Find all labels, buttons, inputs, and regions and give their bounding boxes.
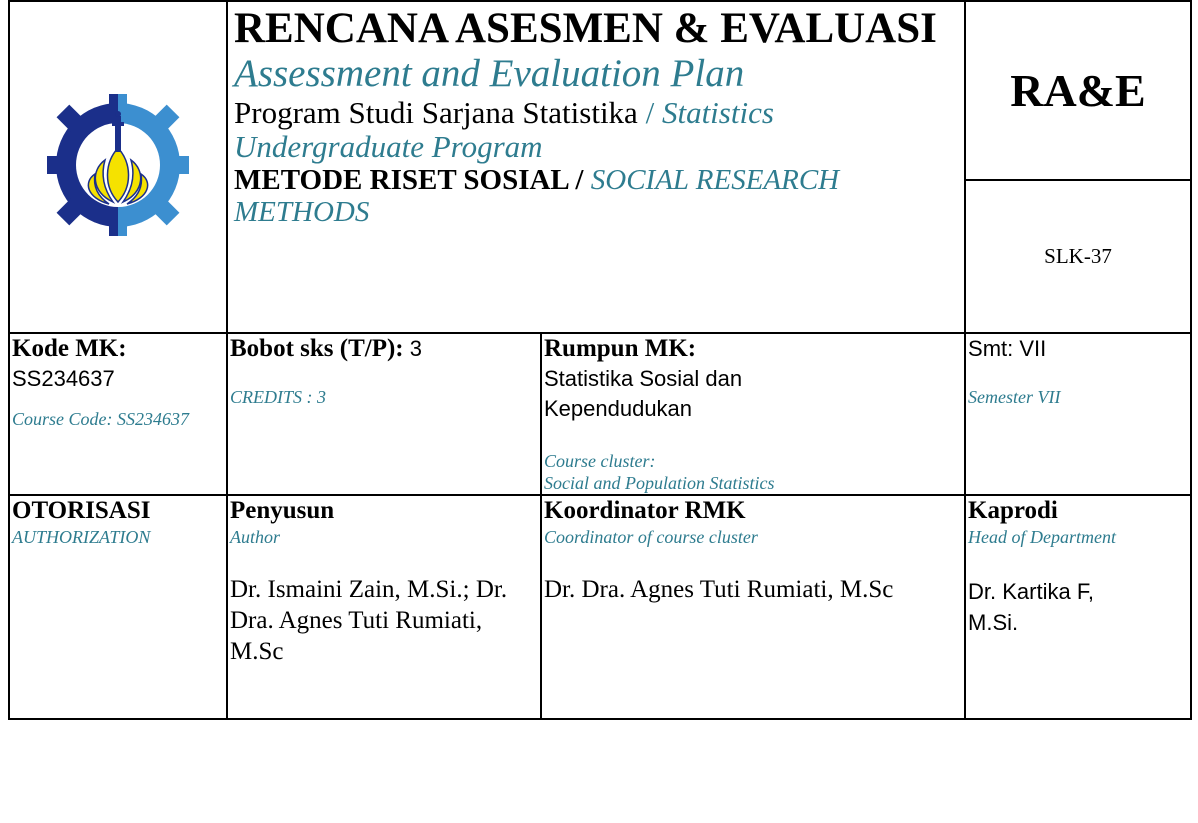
bobot-en: CREDITS : 3 [230,387,326,407]
logo-cell [9,1,227,333]
kaprodi-cell [965,495,1191,719]
university-gear-logo-icon [43,90,193,240]
semester-value: Smt: VII [968,336,1047,361]
rumpun-en-1: Course cluster: [544,451,656,471]
assessment-plan-table [8,0,1192,720]
course-name: METODE RISET SOSIAL / SOCIAL RESEARCH METHODS [234,164,840,228]
kaprodi-en: Head of Department [968,527,1116,547]
kode-mk-value: SS234637 [12,366,115,391]
kaprodi-label: Kaprodi [968,497,1058,524]
penyusun-names: Dr. Ismaini Zain, M.Si.; Dr. Dra. Agnes Tuti Rumiati, M.Sc [230,576,508,665]
koordinator-cell [541,495,965,719]
rumpun-cell [541,333,965,495]
koordinator-label: Koordinator RMK [544,497,746,524]
program-name: Program Studi Sarjana Statistika / Statistics Undergraduate Program [234,95,774,164]
code-abbrev-cell [965,1,1191,180]
otorisasi-en: AUTHORIZATION [12,527,151,547]
rumpun-en-2: Social and Population Statistics [544,473,775,493]
semester-en: Semester VII [968,387,1061,407]
otorisasi-label: OTORISASI [12,497,151,524]
rumpun-label: Rumpun MK: [544,335,697,362]
doc-code: SLK-37 [1044,244,1112,268]
penyusun-cell [227,495,541,719]
document-title-en: Assessment and Evaluation Plan [234,52,745,95]
koordinator-en: Coordinator of course cluster [544,527,758,547]
koordinator-name: Dr. Dra. Agnes Tuti Rumiati, M.Sc [544,576,894,603]
document-title: RENCANA ASESMEN & EVALUASI [234,5,937,52]
penyusun-label: Penyusun [230,497,335,524]
rumpun-value: Statistika Sosial dan Kependudukan [544,366,743,421]
title-cell [227,1,965,333]
penyusun-en: Author [230,527,281,547]
kode-mk-en: Course Code: SS234637 [12,409,189,429]
semester-cell [965,333,1191,495]
kode-mk-cell [9,333,227,495]
document-header [8,0,1192,720]
code-abbrev: RA&E [1010,65,1146,116]
bobot-cell [227,333,541,495]
kode-mk-label: Kode MK: [12,335,127,362]
doc-code-cell [965,180,1191,333]
bobot-label: Bobot sks (T/P): 3 [230,335,422,362]
kaprodi-name: Dr. Kartika F, M.Si. [968,579,1094,635]
otorisasi-cell [9,495,227,719]
